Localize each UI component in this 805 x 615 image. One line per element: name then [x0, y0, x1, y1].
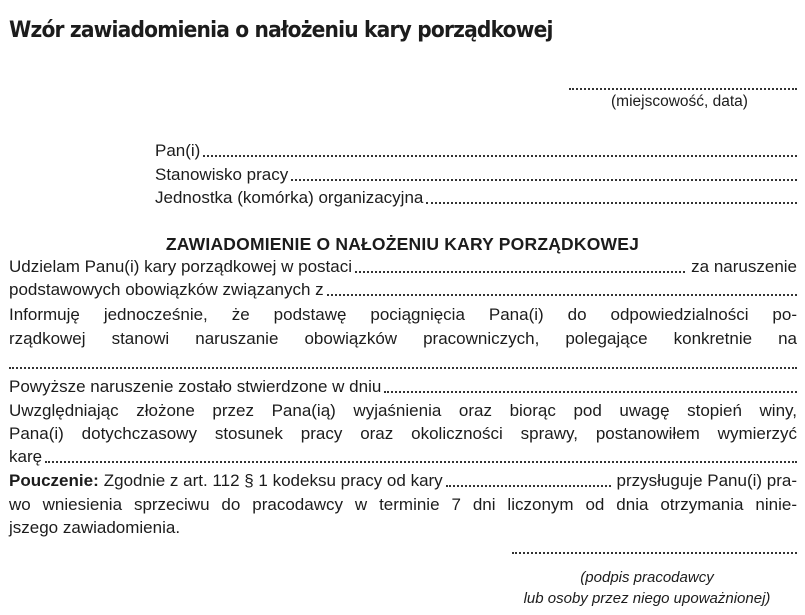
place-date-caption: (miejscowość, data)	[611, 93, 748, 110]
body-line-2-dots	[327, 294, 797, 296]
instruction-line-2-text: wo wniesienia sprzeciwu do pracodawcy w terminie 7 dni liczonym od dnia otrzymania ninie-	[9, 495, 797, 514]
body-line-1	[9, 254, 797, 277]
body-line-5-dots	[9, 367, 797, 369]
body-line-1-text-a: Udzielam Panu(i) kary porządkowej w postaci	[9, 257, 352, 276]
instruction-line-1-text-b: przysługuje Panu(i) pra-	[616, 471, 797, 490]
body-line-1-dots	[355, 271, 685, 273]
body-line-7	[9, 398, 797, 421]
body-line-8-text: Pana(i) dotychczasowy stosunek pracy oraz okoliczności sprawy, postanowiłem wymierzyć	[9, 424, 797, 443]
body-line-6-dots	[384, 391, 797, 393]
body-line-9-text: karę	[9, 447, 43, 466]
instruction-line-1-dots	[446, 485, 611, 487]
place-date-line	[569, 74, 797, 90]
body-line-5	[9, 350, 797, 373]
instruction-line-3	[9, 515, 797, 538]
body-line-3-text: Informuję jednocześnie, że podstawę pociągnięcia Pana(i) do odpowiedzialności po-	[9, 305, 797, 324]
instruction-line-2	[9, 492, 797, 515]
body-line-9	[9, 444, 797, 467]
instruction-label: Pouczenie:	[9, 471, 99, 490]
field-position-dots	[291, 179, 797, 181]
field-unit	[155, 186, 797, 208]
body-line-4	[9, 326, 797, 349]
signature-line	[512, 538, 797, 554]
field-unit-dots	[426, 202, 797, 204]
body-line-3	[9, 302, 797, 325]
instruction-line-3-text: jszego zawiadomienia.	[9, 518, 181, 537]
field-name-label: Pan(i)	[155, 141, 201, 160]
instruction-line-1-text-a: Zgodnie z art. 112 § 1 kodeksu pracy od kary	[103, 471, 443, 490]
signature-caption-line-2: lub osoby przez niego upoważnionej)	[523, 590, 771, 607]
field-name-dots	[203, 155, 797, 157]
body-line-1-text-b: za naruszenie	[691, 257, 797, 276]
body-line-2	[9, 277, 797, 300]
body-line-8	[9, 421, 797, 444]
field-unit-label: Jednostka (komórka) organizacyjna	[155, 188, 424, 207]
body-line-9-dots	[45, 461, 797, 463]
signature-caption	[497, 567, 797, 609]
field-position	[155, 163, 797, 185]
document-title: Wzór zawiadomienia o nałożeniu kary porządkowej	[9, 18, 553, 43]
instruction-line-1	[9, 468, 797, 491]
signature-caption-line-1: (podpis pracodawcy	[580, 569, 714, 586]
body-line-6	[9, 374, 797, 397]
field-position-label: Stanowisko pracy	[155, 165, 289, 184]
notice-heading: ZAWIADOMIENIE O NAŁOŻENIU KARY PORZĄDKOWEJ	[165, 234, 640, 254]
body-line-7-text: Uwzględniając złożone przez Pana(ią) wyjaśnienia oraz biorąc pod uwagę stopień winy,	[9, 401, 797, 420]
body-line-6-text: Powyższe naruszenie zostało stwierdzone w dniu	[9, 377, 382, 396]
body-line-2-text: podstawowych obowiązków związanych z	[9, 280, 324, 299]
field-name	[155, 139, 797, 161]
body-line-4-text: rządkowej stanowi naruszanie obowiązków pracowniczych, polegające konkretnie na	[9, 329, 797, 348]
